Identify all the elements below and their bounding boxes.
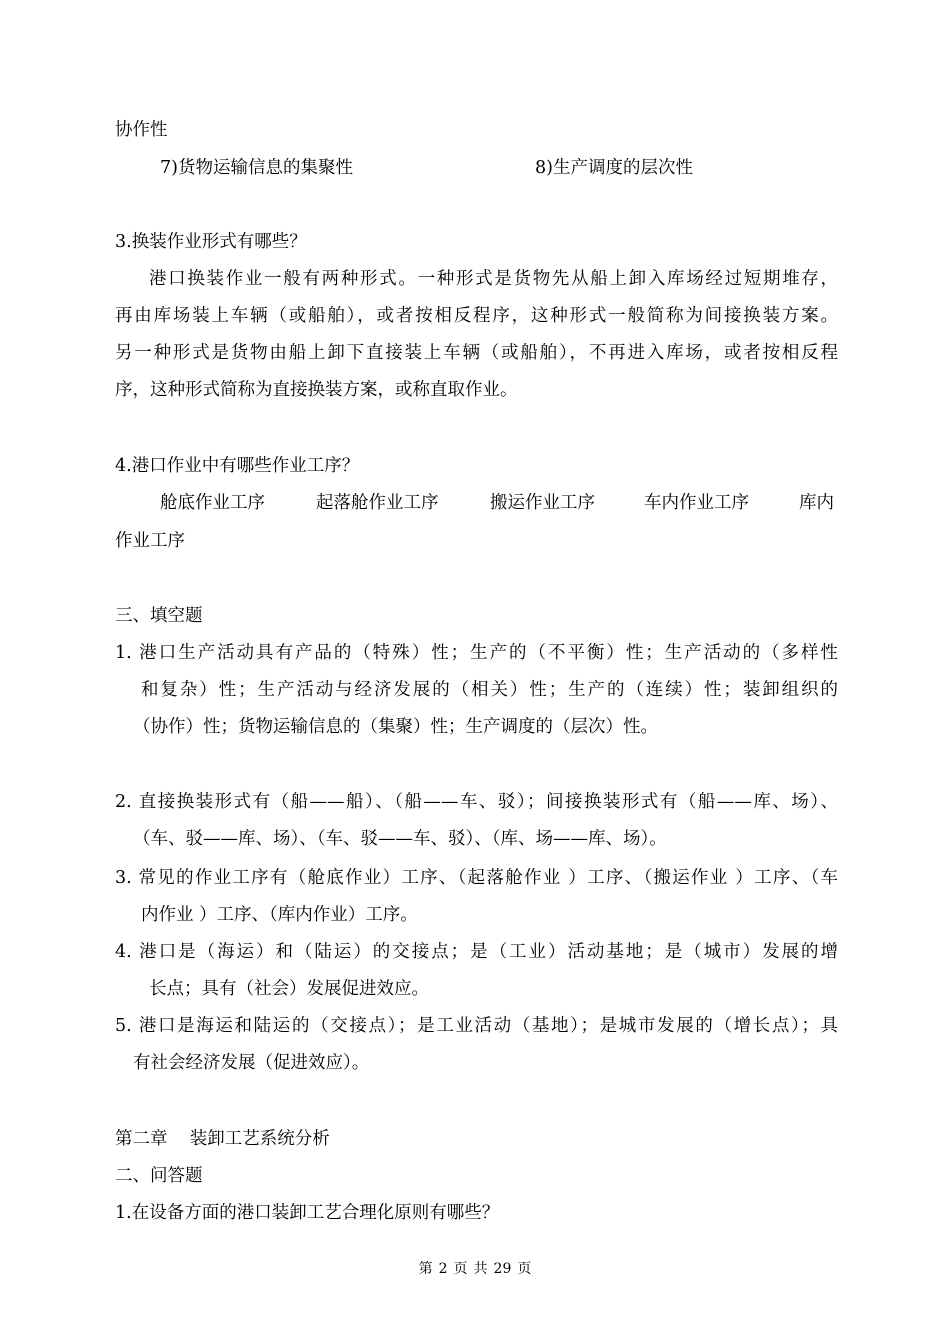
section-heading: 三、填空题 xyxy=(115,606,203,626)
list-item: 7)货物运输信息的集聚性 xyxy=(160,158,353,178)
footer-suffix: 页 xyxy=(517,1261,532,1277)
paragraph-line: 内作业 ）工序、（库内作业）工序。 xyxy=(141,905,418,925)
footer-total-pages: 29 xyxy=(493,1261,512,1277)
list-item: 舱底作业工序 xyxy=(160,493,265,513)
paragraph-line: 另一种形式是货物由船上卸下直接装上车辆（或船舶），不再进入库场，或者按相反程 xyxy=(115,343,838,363)
chapter-heading: 第二章 装卸工艺系统分析 xyxy=(115,1129,330,1149)
text-line xyxy=(535,157,838,179)
footer-page-word: 页 xyxy=(453,1261,468,1277)
paragraph-line: 有社会经济发展（促进效应）。 xyxy=(133,1053,370,1073)
list-item: 搬运作业工序 xyxy=(490,493,595,513)
paragraph-line: 5. 港口是海运和陆运的（交接点）；是工业活动（基地）；是城市发展的（增长点）；具 xyxy=(115,1016,838,1036)
section-heading: 二、问答题 xyxy=(115,1166,203,1186)
page-footer xyxy=(0,1260,950,1278)
footer-page-number: 2 xyxy=(438,1261,448,1277)
paragraph-line: 1. 港口生产活动具有产品的（特殊）性；生产的（不平衡）性；生产活动的（多样性 xyxy=(115,643,838,663)
paragraph-line: 3. 常见的作业工序有（舱底作业）工序、（起落舱作业 ）工序、（搬运作业 ）工序、（车 xyxy=(115,868,838,888)
list-item: 起落舱作业工序 xyxy=(316,493,439,513)
paragraph-line: 和复杂）性；生产活动与经济发展的（相关）性；生产的（连续）性；装卸组织的 xyxy=(141,680,838,700)
footer-total-word: 共 xyxy=(473,1261,488,1277)
footer-prefix: 第 xyxy=(418,1261,433,1277)
paragraph-line: 序，这种形式简称为直接换装方案，或称直取作业。 xyxy=(115,380,518,400)
text-line: 协作性 xyxy=(115,120,168,140)
paragraph-line: （协作）性；货物运输信息的（集聚）性；生产调度的（层次）性。 xyxy=(133,717,658,737)
list-item: 8)生产调度的层次性 xyxy=(535,158,693,178)
question-heading: 3.换装作业形式有哪些？ xyxy=(115,232,307,252)
question-heading: 1.在设备方面的港口装卸工艺合理化原则有哪些？ xyxy=(115,1203,500,1223)
paragraph-line: 港口换装作业一般有两种形式。一种形式是货物先从船上卸入库场经过短期堆存， xyxy=(149,269,838,289)
list-item: 库内 xyxy=(799,493,834,513)
list-item: 车内作业工序 xyxy=(644,493,749,513)
paragraph-line: 4. 港口是（海运）和（陆运）的交接点；是（工业）活动基地；是（城市）发展的增 xyxy=(115,942,838,962)
paragraph-line: 长点；具有（社会）发展促进效应。 xyxy=(149,979,429,999)
paragraph-line: 2. 直接换装形式有（船——船）、（船——车、驳）；间接换装形式有（船——库、场）、 xyxy=(115,792,838,812)
paragraph-line: 再由库场装上车辆（或船舶），或者按相反程序，这种形式一般简称为间接换装方案。 xyxy=(115,306,838,326)
list-item: 作业工序 xyxy=(115,531,185,551)
paragraph-line: （车、驳——库、场）、（车、驳——车、驳）、（库、场——库、场）。 xyxy=(133,829,667,849)
question-heading: 4.港口作业中有哪些作业工序？ xyxy=(115,456,360,476)
